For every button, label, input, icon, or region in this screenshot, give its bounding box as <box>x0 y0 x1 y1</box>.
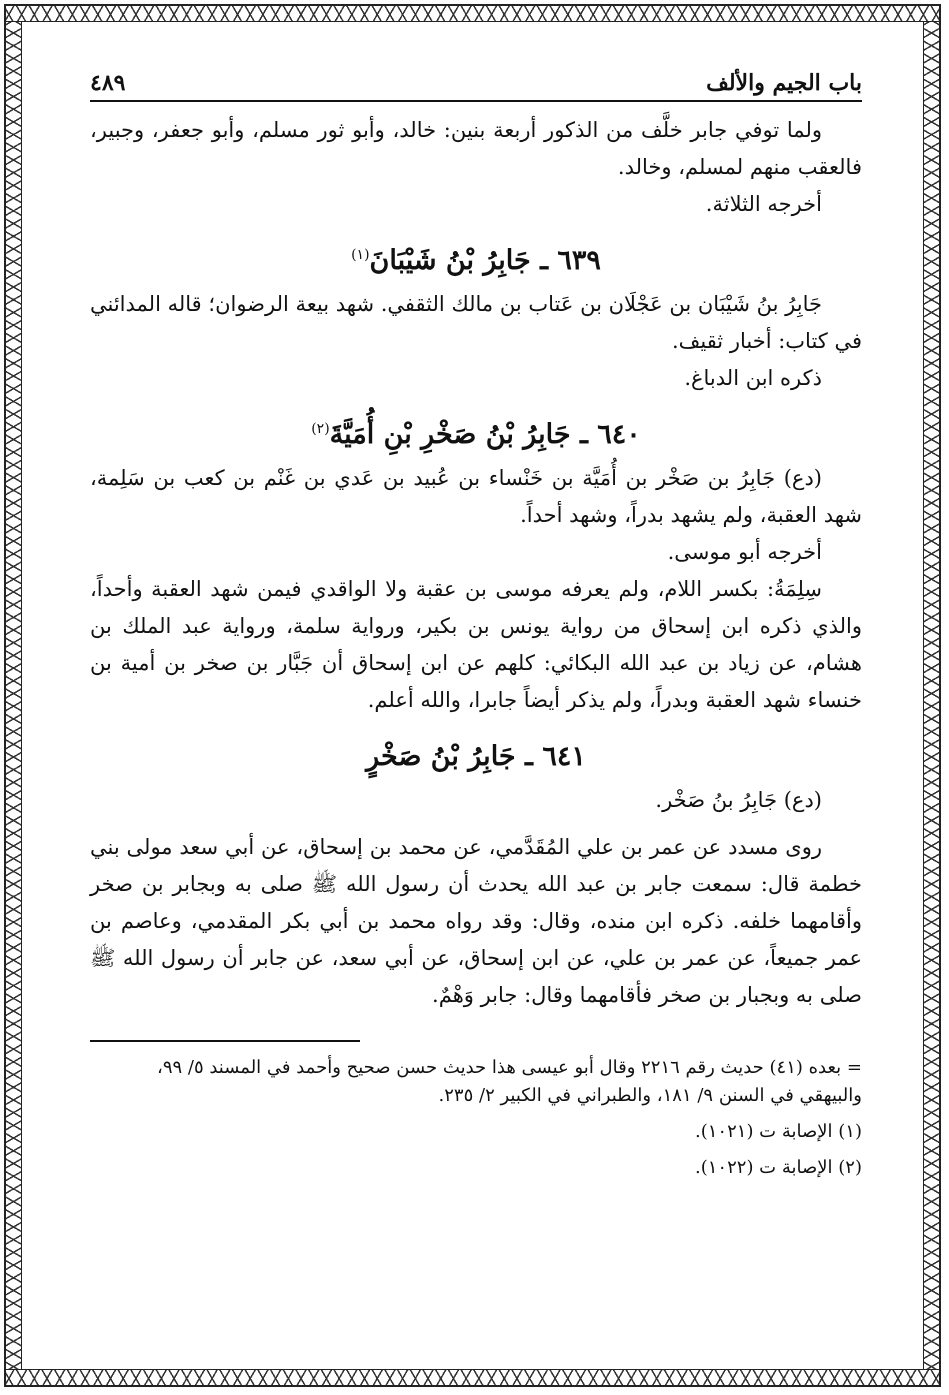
paragraph-intro: ولما توفي جابر خلَّف من الذكور أربعة بنين: خالد، وأبو ثور مسلم، وأبو جعفر، وجبير، فالعقب منهم لمسلم، وخالد. <box>90 118 862 179</box>
paragraph-639-source: ذكره ابن الدباغ. <box>684 366 822 390</box>
paragraph-640-body: (دع) جَابِرُ بن صَخْر بن أُمَيَّة بن خَنْساء بن عُبيد بن عَدي بن غَنْم بن كعب بن سَلِمة، شهد العقبة، ولم يشهد بدراً، وشهد أحداً. <box>90 466 862 527</box>
entry-title-641: ٦٤١ ـ جَابِرُ بْنُ صَخْرٍ <box>366 741 586 772</box>
footnote-divider <box>90 1040 360 1042</box>
footnote-mark-1: (١) <box>351 247 370 263</box>
paragraph-641-name: (دع) جَابِرُ بنُ صَخْر. <box>655 788 822 812</box>
paragraph-639-body: جَابِرُ بنُ شَيْبَان بن عَجْلَان بن عَتاب بن مالك الثقفي. شهد بيعة الرضوان؛ قاله المدائني في كتاب: أخبار ثقيف. <box>90 292 862 353</box>
paragraph-640-source: أخرجه أبو موسى. <box>667 540 822 564</box>
paragraph-attribution: أخرجه الثلاثة. <box>705 192 822 216</box>
footnote-2: (٢) الإصابة ت (١٠٢٢). <box>695 1157 862 1178</box>
footnote-continuation: = بعده (٤١) حديث رقم ٢٢١٦ وقال أبو عيسى هذا حديث حسن صحيح وأحمد في المسند ٥/ ٩٩، والبيهقي في السنن ٩/ ١٨١، والطبراني في الكبير ٢/ ٢٣٥. <box>157 1057 862 1106</box>
entry-heading-641 <box>90 741 862 772</box>
entry-title-639: ٦٣٩ ـ جَابِرُ بْنُ شَيْبَانَ <box>369 245 601 276</box>
entry-heading-640 <box>90 419 862 450</box>
entry-heading-639 <box>90 245 862 276</box>
running-header <box>90 70 862 102</box>
paragraph-641-body: روى مسدد عن عمر بن علي المُقَدَّمي، عن محمد بن إسحاق، عن أبي سعد مولى بني خطمة قال: سمعت جابر بن عبد الله يحدث أن رسول الله ﷺ صلى به وبجابر بن صخر وأقامهما خلفه. ذكره ابن منده، وقال: وقد رواه محمد بن أبي بكر المقدمي، وعاصم بن عمر جميعاً، عن عمر بن علي، عن ابن إسحاق، عن أبي سعد، عن جابر أن رسول الله ﷺ صلى به وبجبار بن صخر فأقامهما وقال: جابر وَهْمٌ. <box>90 835 862 1007</box>
entry-title-640: ٦٤٠ ـ جَابِرُ بْنُ صَخْرِ بْنِ أُمَيَّةَ <box>329 419 641 450</box>
page-content <box>90 70 862 1360</box>
footnote-mark-2: (٢) <box>311 421 330 437</box>
paragraph-640-note: سِلِمَةُ: بكسر اللام، ولم يعرفه موسى بن عقبة ولا الواقدي فيمن شهد العقبة وأحداً، والذي ذكره ابن إسحاق من رواية يونس بن بكير، ورواية سلمة، ورواية عبد الملك بن هشام، عن زياد بن عبد الله البكائي: كلهم عن ابن إسحاق أن جَبَّار بن صخر بن أمية بن خنساء شهد العقبة وبدراً، ولم يذكر أيضاً جابرا، والله أعلم. <box>90 577 862 712</box>
footnote-1: (١) الإصابة ت (١٠٢١). <box>695 1121 862 1142</box>
chapter-title: باب الجيم والألف <box>706 70 862 96</box>
page-number: ٤٨٩ <box>90 70 126 96</box>
